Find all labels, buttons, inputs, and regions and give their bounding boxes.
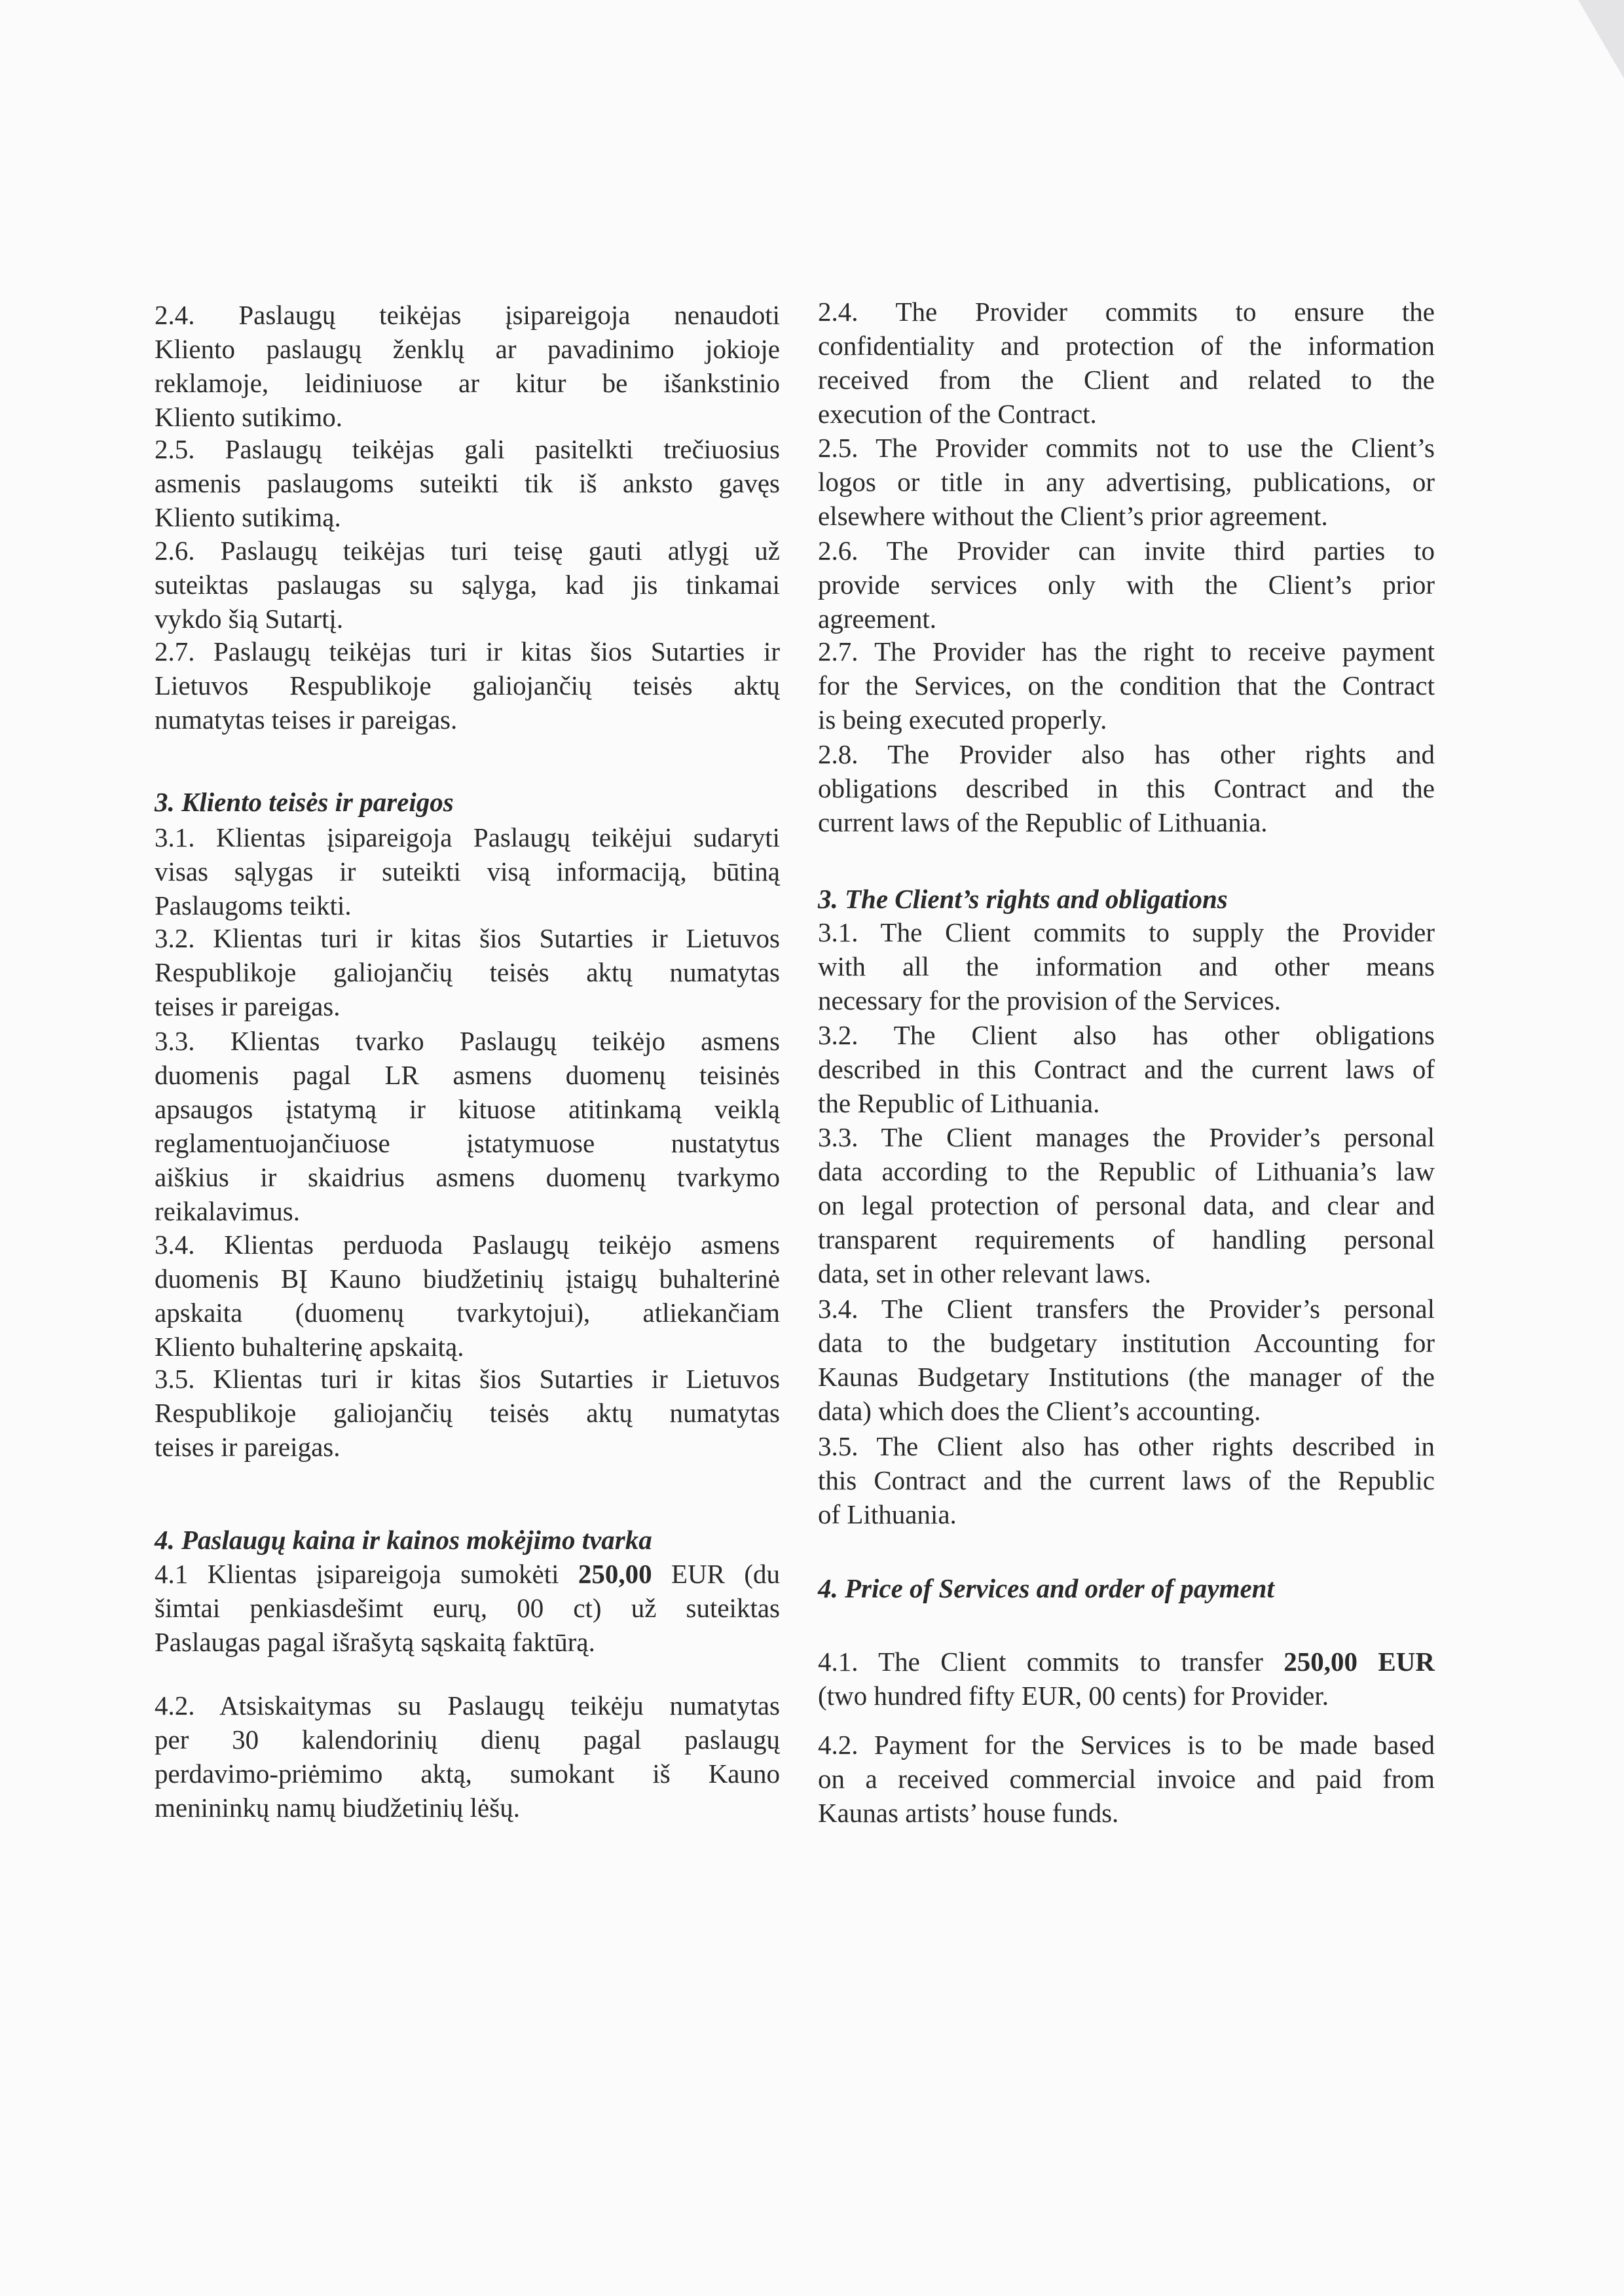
text-line: 3.4. The Client transfers the Provider’s personal <box>818 1294 1435 1324</box>
text-line: reikalavimus. <box>155 1196 301 1226</box>
text-line: 4.2. Payment for the Services is to be made based <box>818 1730 1435 1760</box>
text-line: 2.5. The Provider commits not to use the Client’s <box>818 433 1435 463</box>
text-line: Kaunas Budgetary Institutions (the manager of the <box>818 1362 1435 1392</box>
text-line: described in this Contract and the current laws of <box>818 1054 1435 1084</box>
text-line: 2.5. Paslaugų teikėjas gali pasitelkti trečiuosius <box>155 434 780 464</box>
text-line: Kliento sutikimą. <box>155 502 341 532</box>
text-line: 2.8. The Provider also has other rights and <box>818 739 1435 769</box>
clause-paragraph <box>818 534 1435 636</box>
clause-paragraph <box>818 737 1435 839</box>
price-amount: 250,00 EUR <box>1283 1647 1435 1677</box>
scan-page-edge <box>1480 0 1624 79</box>
text-line: Kliento sutikimo. <box>155 402 342 432</box>
text-line: 4.1. The Client commits to transfer 250,00 EUR <box>818 1647 1435 1677</box>
text-line: 3.3. Klientas tvarko Paslaugų teikėjo asmens <box>155 1026 780 1056</box>
clause-paragraph <box>818 295 1435 431</box>
text-line: is being executed properly. <box>818 704 1107 735</box>
text-line: 2.7. The Provider has the right to receive payment <box>818 636 1435 666</box>
text-line: (two hundred fifty EUR, 00 cents) for Provider. <box>818 1681 1329 1711</box>
text-line: Kliento paslaugų ženklų ar pavadinimo jokioje <box>155 334 780 364</box>
clause-paragraph <box>818 915 1435 1017</box>
text-line: Respublikoje galiojančių teisės aktų numatytas <box>155 957 780 987</box>
text-line: 4.1 Klientas įsipareigoja sumokėti 250,00 EUR (du <box>155 1559 780 1589</box>
text-line: menininkų namų biudžetinių lėšų. <box>155 1793 520 1823</box>
clause-paragraph <box>155 1024 780 1228</box>
text-line: received from the Client and related to the <box>818 365 1435 395</box>
clause-paragraph <box>155 1228 780 1364</box>
text-line: duomenis BĮ Kauno biudžetinių įstaigų buhalterinė <box>155 1264 780 1294</box>
text-line: numatytas teises ir pareigas. <box>155 704 458 735</box>
clause-paragraph <box>155 534 780 636</box>
text-line: 3.5. Klientas turi ir kitas šios Sutarties ir Lietuvos <box>155 1364 780 1394</box>
text-line: teises ir pareigas. <box>155 1432 341 1462</box>
text-line: 3.1. The Client commits to supply the Provider <box>818 917 1435 947</box>
text-line: reklamoje, leidiniuose ar kitur be išankstinio <box>155 368 780 398</box>
text-line: 2.6. Paslaugų teikėjas turi teisę gauti atlygį už <box>155 536 780 566</box>
clause-paragraph <box>818 1018 1435 1120</box>
text-line: for the Services, on the condition that the Contract <box>818 670 1435 701</box>
text-line: data) which does the Client’s accounting. <box>818 1396 1261 1426</box>
clause-paragraph <box>818 1728 1435 1830</box>
text-line: asmenis paslaugoms suteikti tik iš anksto gavęs <box>155 468 780 498</box>
section-heading <box>155 785 780 819</box>
text-line: Kaunas artists’ house funds. <box>818 1798 1119 1828</box>
text-line: elsewhere without the Client’s prior agreement. <box>818 501 1328 531</box>
clause-paragraph <box>155 1557 780 1659</box>
text-line: Kliento buhalterinę apskaitą. <box>155 1332 464 1362</box>
clause-paragraph <box>818 1429 1435 1531</box>
text-line: 3.2. Klientas turi ir kitas šios Sutarties ir Lietuvos <box>155 923 780 953</box>
text-line: 4. Price of Services and order of payment <box>818 1573 1274 1603</box>
text-line: logos or title in any advertising, publications, or <box>818 467 1435 497</box>
text-line: the Republic of Lithuania. <box>818 1088 1100 1118</box>
clause-paragraph <box>155 921 780 1023</box>
clause-paragraph <box>818 1120 1435 1290</box>
text-line: visas sąlygas ir suteikti visą informaciją, būtiną <box>155 856 780 886</box>
text-line: duomenis pagal LR asmens duomenų teisinės <box>155 1060 780 1090</box>
clause-paragraph <box>818 431 1435 533</box>
text-line: data to the budgetary institution Accounting for <box>818 1328 1435 1358</box>
section-heading <box>818 1571 1435 1605</box>
clause-paragraph <box>818 1292 1435 1428</box>
text-line: 3.3. The Client manages the Provider’s personal <box>818 1122 1435 1152</box>
text-line: šimtai penkiasdešimt eurų, 00 ct) už suteiktas <box>155 1593 780 1623</box>
text-line: apsaugos įstatymą ir kituose atitinkamą veiklą <box>155 1094 780 1124</box>
text-line: 4.2. Atsiskaitymas su Paslaugų teikėju numatytas <box>155 1690 780 1721</box>
text-line: this Contract and the current laws of the Republic <box>818 1465 1435 1495</box>
text-line: obligations described in this Contract and the <box>818 773 1435 803</box>
text-line: teises ir pareigas. <box>155 991 341 1021</box>
section-heading <box>155 1523 780 1557</box>
text-line: data, set in other relevant laws. <box>818 1258 1151 1288</box>
text-line: vykdo šią Sutartį. <box>155 604 344 634</box>
text-line: Respublikoje galiojančių teisės aktų numatytas <box>155 1398 780 1428</box>
clause-paragraph <box>818 634 1435 737</box>
clause-paragraph <box>155 298 780 434</box>
text-line: 3. The Client’s rights and obligations <box>818 884 1228 914</box>
text-line: 3.1. Klientas įsipareigoja Paslaugų teikėjui sudaryti <box>155 822 780 852</box>
text-line: per 30 kalendorinių dienų pagal paslaugų <box>155 1724 780 1755</box>
text-line: on legal protection of personal data, and clear and <box>818 1190 1435 1220</box>
text-line: 2.4. Paslaugų teikėjas įsipareigoja nenaudoti <box>155 300 780 330</box>
clause-paragraph <box>818 1645 1435 1713</box>
text-line: agreement. <box>818 604 936 634</box>
text-line: 3.5. The Client also has other rights described in <box>818 1431 1435 1461</box>
text-line: provide services only with the Client’s prior <box>818 570 1435 600</box>
text-line: Lietuvos Respublikoje galiojančių teisės aktų <box>155 670 780 701</box>
clause-paragraph <box>155 634 780 737</box>
price-amount: 250,00 <box>578 1559 652 1589</box>
text-line: 4. Paslaugų kaina ir kainos mokėjimo tvarka <box>155 1525 652 1555</box>
text-line: 3. Kliento teisės ir pareigos <box>155 787 454 817</box>
text-line: of Lithuania. <box>818 1499 957 1529</box>
text-line: current laws of the Republic of Lithuania. <box>818 807 1268 837</box>
text-line: 3.2. The Client also has other obligations <box>818 1020 1435 1050</box>
clause-paragraph <box>155 820 780 922</box>
text-line: 2.4. The Provider commits to ensure the <box>818 297 1435 327</box>
text-line: reglamentuojančiuose įstatymuose nustatytus <box>155 1128 780 1158</box>
text-line: execution of the Contract. <box>818 399 1097 429</box>
text-line: 3.4. Klientas perduoda Paslaugų teikėjo asmens <box>155 1230 780 1260</box>
text-line: on a received commercial invoice and paid from <box>818 1764 1435 1794</box>
clause-paragraph <box>155 1362 780 1464</box>
text-line: suteiktas paslaugas su sąlyga, kad jis tinkamai <box>155 570 780 600</box>
text-line: confidentiality and protection of the information <box>818 331 1435 361</box>
text-line: apskaita (duomenų tvarkytojui), atliekančiam <box>155 1298 780 1328</box>
text-line: Paslaugas pagal išrašytą sąskaitą faktūrą. <box>155 1627 595 1657</box>
clause-paragraph <box>155 1688 780 1825</box>
text-line: data according to the Republic of Lithuania’s law <box>818 1156 1435 1186</box>
text-line: 2.7. Paslaugų teikėjas turi ir kitas šios Sutarties ir <box>155 636 780 666</box>
text-line: perdavimo-priėmimo aktą, sumokant iš Kauno <box>155 1758 780 1789</box>
text-line: with all the information and other means <box>818 951 1435 981</box>
text-line: Paslaugoms teikti. <box>155 890 352 920</box>
text-line: necessary for the provision of the Services. <box>818 985 1282 1015</box>
text-line: 2.6. The Provider can invite third parties to <box>818 536 1435 566</box>
text-line: transparent requirements of handling personal <box>818 1224 1435 1254</box>
text-line: aiškius ir skaidrius asmens duomenų tvarkymo <box>155 1162 780 1192</box>
clause-paragraph <box>155 432 780 534</box>
section-heading <box>818 882 1435 916</box>
